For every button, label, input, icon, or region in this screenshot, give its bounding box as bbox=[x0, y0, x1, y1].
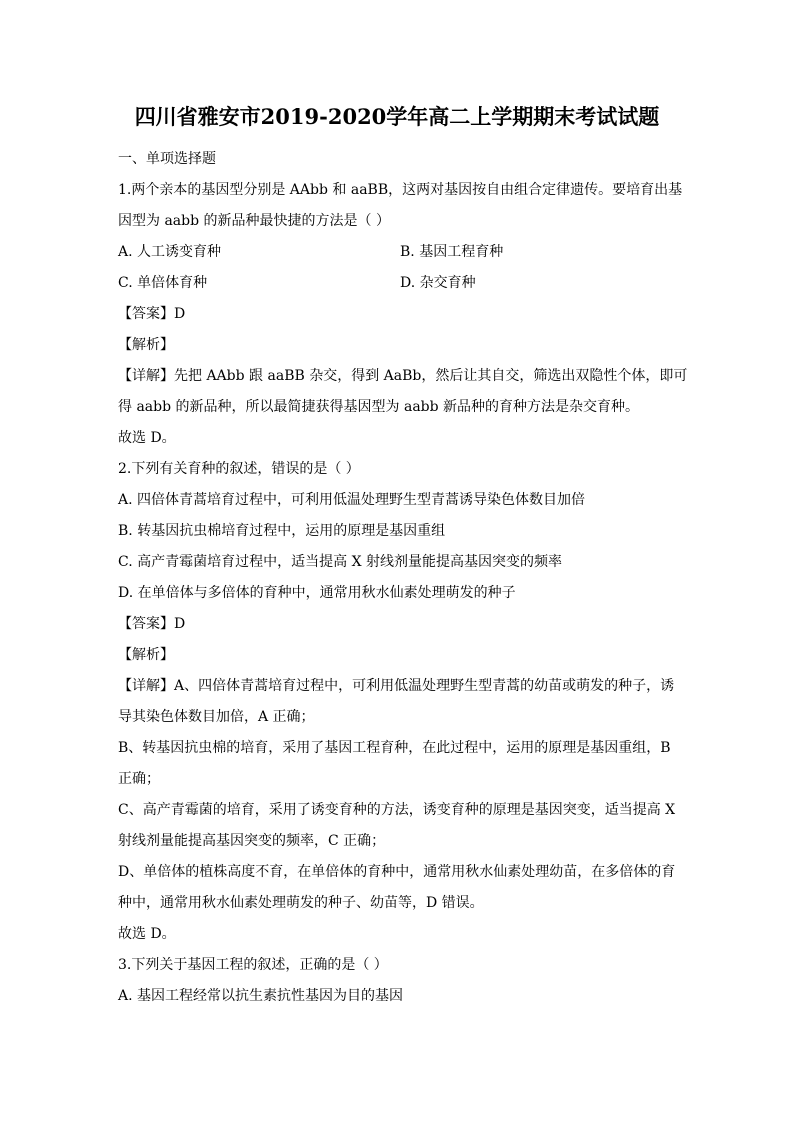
q2-detail-line-5: C、高产青霉菌的培育，采用了诱变育种的方法，诱变育种的原理是基因突变，适当提高 X bbox=[118, 802, 676, 818]
section-heading: 一、单项选择题 bbox=[118, 151, 216, 167]
q1-options-row-1 bbox=[118, 237, 682, 268]
q2-detail-line-6: 射线剂量能提高基因突变的频率，C 正确； bbox=[118, 833, 386, 849]
q1-analysis-label: 【解析】 bbox=[118, 337, 174, 353]
q2-option-b: B. 转基因抗虫棉培育过程中，运用的原理是基因重组 bbox=[118, 523, 446, 539]
q1-stem-line-2: 因型为 aabb 的新品种最快捷的方法是（ ） bbox=[118, 213, 390, 229]
q2-detail-line-8: 种中，通常用秋水仙素处理萌发的种子、幼苗等，D 错误。 bbox=[118, 895, 484, 911]
q1-conclusion: 故选 D。 bbox=[118, 430, 176, 446]
document-body bbox=[118, 144, 688, 1012]
q2-option-a: A. 四倍体青蒿培育过程中，可利用低温处理野生型青蒿诱导染色体数目加倍 bbox=[118, 492, 586, 508]
q2-detail-line-7: D、单倍体的植株高度不育，在单倍体的育种中，通常用秋水仙素处理幼苗，在多倍体的育 bbox=[118, 864, 676, 880]
q3-option-a: A. 基因工程经常以抗生素抗性基因为目的基因 bbox=[118, 988, 404, 1004]
q2-detail-line-3: B、转基因抗虫棉的培育，采用了基因工程育种，在此过程中，运用的原理是基因重组，B bbox=[118, 740, 671, 756]
q1-answer: 【答案】D bbox=[118, 306, 186, 322]
q2-detail-line-2: 导其染色体数目加倍，A 正确； bbox=[118, 709, 315, 725]
q2-answer: 【答案】D bbox=[118, 616, 186, 632]
q1-option-b: B. 基因工程育种 bbox=[400, 244, 504, 260]
q1-detail-line-2: 得 aabb 的新品种，所以最简捷获得基因型为 aabb 新品种的育种方法是杂交育种。 bbox=[118, 399, 640, 415]
q1-option-c: C. 单倍体育种 bbox=[118, 275, 208, 291]
q2-analysis-label: 【解析】 bbox=[118, 647, 174, 663]
q3-stem: 3.下列关于基因工程的叙述，正确的是（ ） bbox=[118, 957, 388, 973]
q2-detail-line-4: 正确； bbox=[118, 771, 160, 787]
q1-option-a: A. 人工诱变育种 bbox=[118, 244, 222, 260]
q2-option-d: D. 在单倍体与多倍体的育种中，通常用秋水仙素处理萌发的种子 bbox=[118, 585, 516, 601]
q1-option-d: D. 杂交育种 bbox=[400, 275, 476, 291]
document-title: 四川省雅安市2019-2020学年高二上学期期末考试试题 bbox=[134, 104, 660, 129]
q1-detail-line-1: 【详解】先把 AAbb 跟 aaBB 杂交，得到 AaBb，然后让其自交，筛选出双隐性个体，即可 bbox=[118, 368, 688, 384]
q2-conclusion: 故选 D。 bbox=[118, 926, 176, 942]
q2-option-c: C. 高产青霉菌培育过程中，适当提高 X 射线剂量能提高基因突变的频率 bbox=[118, 554, 562, 570]
q1-options-row-2 bbox=[118, 268, 682, 299]
q2-detail-line-1: 【详解】A、四倍体青蒿培育过程中，可利用低温处理野生型青蒿的幼苗或萌发的种子，诱 bbox=[118, 678, 675, 694]
q2-stem: 2.下列有关育种的叙述，错误的是（ ） bbox=[118, 461, 360, 477]
q1-stem-line-1: 1.两个亲本的基因型分别是 AAbb 和 aaBB，这两对基因按自由组合定律遗传。要培育出基 bbox=[118, 182, 683, 198]
